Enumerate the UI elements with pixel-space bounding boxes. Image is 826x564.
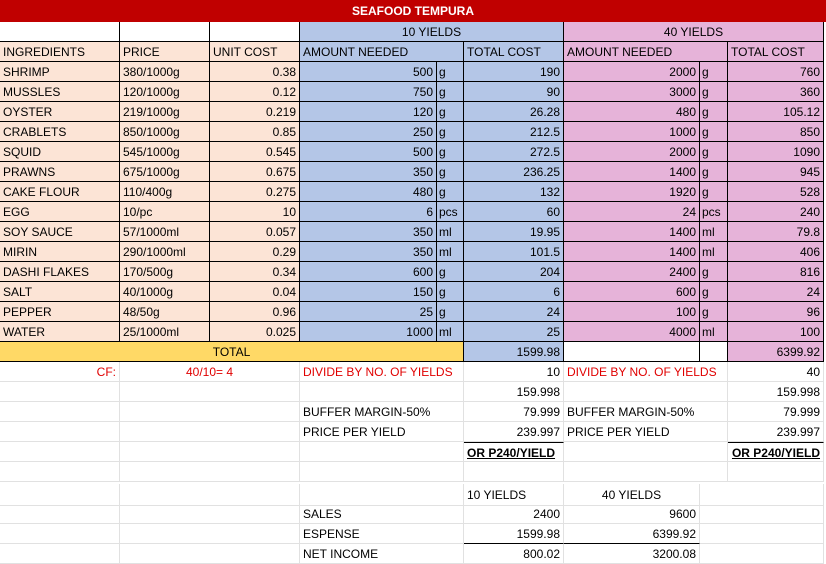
expense-label[interactable]: ESPENSE — [300, 524, 464, 544]
cell[interactable] — [120, 524, 300, 544]
ingredient-price[interactable]: 57/1000ml — [120, 222, 210, 242]
total-cost-10[interactable]: 272.5 — [464, 142, 564, 162]
cell[interactable] — [564, 442, 728, 462]
ingredient-name[interactable]: CAKE FLOUR — [0, 182, 120, 202]
total-cost-40[interactable]: 945 — [728, 162, 824, 182]
amount-40[interactable]: 2000 — [564, 142, 700, 162]
net-income-40[interactable]: 3200.08 — [564, 544, 700, 564]
cell[interactable] — [700, 342, 728, 362]
ingredient-row — [0, 142, 826, 162]
total-cost-10[interactable]: 204 — [464, 262, 564, 282]
total-cost-10[interactable]: 101.5 — [464, 242, 564, 262]
spacer-row — [0, 462, 826, 482]
unit-40[interactable]: g — [700, 282, 728, 302]
ingredient-price[interactable]: 40/1000g — [120, 282, 210, 302]
total-cost-40[interactable]: 406 — [728, 242, 824, 262]
cell[interactable] — [120, 22, 210, 42]
divide-value-10[interactable]: 10 — [464, 362, 564, 382]
ingredient-price[interactable]: 545/1000g — [120, 142, 210, 162]
ingredient-price[interactable]: 850/1000g — [120, 122, 210, 142]
ingredient-name[interactable]: OYSTER — [0, 102, 120, 122]
buffer-value-40[interactable]: 79.999 — [728, 402, 824, 422]
total-cost-10[interactable]: 60 — [464, 202, 564, 222]
ingredient-unit-cost[interactable]: 0.057 — [210, 222, 300, 242]
total-cost-40[interactable]: 850 — [728, 122, 824, 142]
expense-10[interactable]: 1599.98 — [464, 524, 564, 544]
cell[interactable] — [300, 382, 464, 402]
per-yield-row — [0, 382, 826, 402]
amount-40[interactable]: 4000 — [564, 322, 700, 342]
expense-40[interactable]: 6399.92 — [564, 524, 700, 544]
unit-40[interactable]: ml — [700, 242, 728, 262]
total-cost-40[interactable]: 100 — [728, 322, 824, 342]
ingredient-row — [0, 222, 826, 242]
column-header-row — [0, 42, 826, 62]
ingredient-name[interactable]: DASHI FLAKES — [0, 262, 120, 282]
unit-10[interactable]: g — [437, 62, 464, 82]
total-cost-10[interactable]: 6 — [464, 282, 564, 302]
cell[interactable] — [564, 382, 728, 402]
total-cost-10[interactable]: 90 — [464, 82, 564, 102]
amount-40[interactable]: 1400 — [564, 162, 700, 182]
cell[interactable] — [120, 484, 300, 506]
ingredient-row — [0, 162, 826, 182]
amount-10[interactable]: 350 — [300, 162, 437, 182]
cell[interactable] — [728, 462, 824, 482]
header-unit-cost[interactable]: UNIT COST — [210, 42, 300, 62]
amount-40[interactable]: 100 — [564, 302, 700, 322]
per-yield-40[interactable]: 159.998 — [728, 382, 824, 402]
total-cost-10[interactable]: 26.28 — [464, 102, 564, 122]
cell[interactable] — [120, 504, 300, 524]
cell[interactable] — [564, 462, 728, 482]
total-cost-40[interactable]: 360 — [728, 82, 824, 102]
total-cost-40[interactable]: 760 — [728, 62, 824, 82]
divide-row — [0, 362, 826, 382]
ingredient-unit-cost[interactable]: 0.675 — [210, 162, 300, 182]
unit-40[interactable]: g — [700, 82, 728, 102]
ingredient-name[interactable]: SHRIMP — [0, 62, 120, 82]
cell[interactable] — [0, 462, 120, 482]
unit-40[interactable]: g — [700, 142, 728, 162]
ingredient-name[interactable]: PRAWNS — [0, 162, 120, 182]
ingredient-unit-cost[interactable]: 0.04 — [210, 282, 300, 302]
unit-10[interactable]: g — [437, 82, 464, 102]
sales-10[interactable]: 2400 — [464, 504, 564, 524]
ingredient-unit-cost[interactable]: 0.025 — [210, 322, 300, 342]
header-total-10[interactable]: TOTAL COST — [464, 42, 564, 62]
total-cost-40[interactable]: 240 — [728, 202, 824, 222]
ingredient-name[interactable]: PEPPER — [0, 302, 120, 322]
unit-10[interactable]: g — [437, 262, 464, 282]
ingredient-name[interactable]: SALT — [0, 282, 120, 302]
amount-10[interactable]: 120 — [300, 102, 437, 122]
cell[interactable] — [0, 22, 120, 42]
unit-10[interactable]: g — [437, 102, 464, 122]
unit-40[interactable]: ml — [700, 322, 728, 342]
unit-40[interactable]: ml — [700, 222, 728, 242]
cell[interactable] — [700, 504, 824, 524]
ingredient-unit-cost[interactable]: 0.96 — [210, 302, 300, 322]
ingredient-row — [0, 62, 826, 82]
sheet-title[interactable]: SEAFOOD TEMPURA — [0, 0, 826, 22]
cell[interactable] — [300, 442, 464, 462]
unit-40[interactable]: g — [700, 122, 728, 142]
price-per-yield-40[interactable]: 239.997 — [728, 422, 824, 442]
unit-10[interactable]: g — [437, 282, 464, 302]
cell[interactable] — [0, 544, 120, 564]
unit-40[interactable]: pcs — [700, 202, 728, 222]
unit-10[interactable]: ml — [437, 242, 464, 262]
cell[interactable] — [700, 544, 824, 564]
summary-header-40[interactable]: 40 YIELDS — [564, 484, 700, 506]
ingredient-name[interactable]: SOY SAUCE — [0, 222, 120, 242]
summary-header-10[interactable]: 10 YIELDS — [464, 484, 564, 506]
header-total-40[interactable]: TOTAL COST — [728, 42, 824, 62]
ingredient-name[interactable]: CRABLETS — [0, 122, 120, 142]
buffer-label-40[interactable]: BUFFER MARGIN-50% — [564, 402, 728, 422]
total-cost-40[interactable]: 96 — [728, 302, 824, 322]
sales-40[interactable]: 9600 — [564, 504, 700, 524]
total-cost-40[interactable]: 1090 — [728, 142, 824, 162]
total-cost-40[interactable]: 24 — [728, 282, 824, 302]
ingredient-unit-cost[interactable]: 0.29 — [210, 242, 300, 262]
amount-40[interactable]: 480 — [564, 102, 700, 122]
ingredient-unit-cost[interactable]: 0.545 — [210, 142, 300, 162]
divide-value-40[interactable]: 40 — [728, 362, 824, 382]
cell[interactable] — [120, 544, 300, 564]
cell[interactable] — [0, 382, 120, 402]
ingredient-price[interactable]: 25/1000ml — [120, 322, 210, 342]
header-ingredients[interactable]: INGREDIENTS — [0, 42, 120, 62]
cell[interactable] — [210, 22, 300, 42]
amount-10[interactable]: 500 — [300, 142, 437, 162]
total-cost-40[interactable]: 6399.92 — [728, 342, 824, 362]
ingredient-price[interactable]: 219/1000g — [120, 102, 210, 122]
summary-header-row — [0, 484, 826, 506]
total-label[interactable]: TOTAL — [0, 342, 464, 362]
total-cost-10[interactable]: 24 — [464, 302, 564, 322]
unit-40[interactable]: g — [700, 162, 728, 182]
cf-label[interactable]: CF: — [0, 362, 120, 382]
ingredient-row — [0, 202, 826, 222]
unit-10[interactable]: g — [437, 122, 464, 142]
expense-row — [0, 524, 826, 544]
total-cost-10[interactable]: 132 — [464, 182, 564, 202]
net-income-row — [0, 544, 826, 564]
ingredient-row — [0, 102, 826, 122]
total-row — [0, 342, 826, 362]
rounded-price-row — [0, 442, 826, 462]
ingredient-price[interactable]: 110/400g — [120, 182, 210, 202]
divide-label-40[interactable]: DIVIDE BY NO. OF YIELDS — [564, 362, 728, 382]
unit-40[interactable]: g — [700, 262, 728, 282]
net-income-label[interactable]: NET INCOME — [300, 544, 464, 564]
ingredient-unit-cost[interactable]: 0.12 — [210, 82, 300, 102]
per-yield-10[interactable]: 159.998 — [464, 382, 564, 402]
ingredient-unit-cost[interactable]: 0.275 — [210, 182, 300, 202]
ingredient-row — [0, 242, 826, 262]
price-per-yield-label-10[interactable]: PRICE PER YIELD — [300, 422, 464, 442]
sales-label[interactable]: SALES — [300, 504, 464, 524]
cell[interactable] — [120, 442, 300, 462]
amount-40[interactable]: 2400 — [564, 262, 700, 282]
unit-10[interactable]: pcs — [437, 202, 464, 222]
total-cost-40[interactable]: 528 — [728, 182, 824, 202]
divide-label-10[interactable]: DIVIDE BY NO. OF YIELDS — [300, 362, 464, 382]
unit-10[interactable]: ml — [437, 322, 464, 342]
unit-40[interactable]: g — [700, 182, 728, 202]
buffer-label-10[interactable]: BUFFER MARGIN-50% — [300, 402, 464, 422]
ingredient-row — [0, 322, 826, 342]
amount-40[interactable]: 1400 — [564, 222, 700, 242]
amount-10[interactable]: 750 — [300, 82, 437, 102]
ingredient-price[interactable]: 48/50g — [120, 302, 210, 322]
ingredient-price[interactable]: 170/500g — [120, 262, 210, 282]
cell[interactable] — [464, 462, 564, 482]
amount-10[interactable]: 480 — [300, 182, 437, 202]
ingredient-unit-cost[interactable]: 0.85 — [210, 122, 300, 142]
ingredient-name[interactable]: SQUID — [0, 142, 120, 162]
ingredient-row — [0, 262, 826, 282]
rounded-price-40[interactable]: OR P240/YIELD — [728, 442, 824, 462]
ingredient-row — [0, 122, 826, 142]
header-amount-40[interactable]: AMOUNT NEEDED — [564, 42, 728, 62]
amount-40[interactable]: 1920 — [564, 182, 700, 202]
unit-10[interactable]: g — [437, 182, 464, 202]
sales-row — [0, 504, 826, 524]
ingredient-price[interactable]: 380/1000g — [120, 62, 210, 82]
price-per-yield-row — [0, 422, 826, 442]
cell[interactable] — [0, 484, 120, 506]
header-price[interactable]: PRICE — [120, 42, 210, 62]
ingredient-unit-cost[interactable]: 0.34 — [210, 262, 300, 282]
total-cost-40[interactable]: 816 — [728, 262, 824, 282]
ingredient-name[interactable]: MIRIN — [0, 242, 120, 262]
ingredient-price[interactable]: 10/pc — [120, 202, 210, 222]
cell[interactable] — [0, 442, 120, 462]
amount-40[interactable]: 1400 — [564, 242, 700, 262]
cell[interactable] — [300, 484, 464, 506]
unit-10[interactable]: g — [437, 142, 464, 162]
cell[interactable] — [0, 422, 120, 442]
cell[interactable] — [700, 484, 824, 506]
amount-40[interactable]: 600 — [564, 282, 700, 302]
cf-formula[interactable]: 40/10= 4 — [120, 362, 300, 382]
amount-10[interactable]: 500 — [300, 62, 437, 82]
ingredient-unit-cost[interactable]: 10 — [210, 202, 300, 222]
amount-10[interactable]: 150 — [300, 282, 437, 302]
cell[interactable] — [300, 462, 464, 482]
unit-10[interactable]: g — [437, 302, 464, 322]
cell[interactable] — [120, 422, 300, 442]
ingredient-unit-cost[interactable]: 0.38 — [210, 62, 300, 82]
ingredient-row — [0, 282, 826, 302]
cell[interactable] — [120, 382, 300, 402]
amount-40[interactable]: 1000 — [564, 122, 700, 142]
yield-header-10[interactable]: 10 YIELDS — [300, 22, 564, 42]
amount-10[interactable]: 350 — [300, 242, 437, 262]
amount-10[interactable]: 350 — [300, 222, 437, 242]
rounded-price-10[interactable]: OR P240/YIELD — [464, 442, 564, 462]
total-cost-40[interactable]: 105.12 — [728, 102, 824, 122]
ingredient-name[interactable]: EGG — [0, 202, 120, 222]
ingredient-price[interactable]: 120/1000g — [120, 82, 210, 102]
ingredient-row — [0, 82, 826, 102]
yield-header-40[interactable]: 40 YIELDS — [564, 22, 824, 42]
amount-40[interactable]: 2000 — [564, 62, 700, 82]
cell[interactable] — [0, 504, 120, 524]
total-cost-10[interactable]: 236.25 — [464, 162, 564, 182]
unit-10[interactable]: ml — [437, 222, 464, 242]
cell[interactable] — [0, 402, 120, 422]
cell[interactable] — [120, 402, 300, 422]
net-income-10[interactable]: 800.02 — [464, 544, 564, 564]
unit-10[interactable]: g — [437, 162, 464, 182]
cell[interactable] — [0, 524, 120, 544]
buffer-row — [0, 402, 826, 422]
total-cost-40[interactable]: 79.8 — [728, 222, 824, 242]
total-cost-10[interactable]: 1599.98 — [464, 342, 564, 362]
ingredient-name[interactable]: MUSSLES — [0, 82, 120, 102]
amount-10[interactable]: 250 — [300, 122, 437, 142]
price-per-yield-label-40[interactable]: PRICE PER YIELD — [564, 422, 728, 442]
header-amount-10[interactable]: AMOUNT NEEDED — [300, 42, 464, 62]
amount-10[interactable]: 600 — [300, 262, 437, 282]
unit-40[interactable]: g — [700, 102, 728, 122]
amount-40[interactable]: 24 — [564, 202, 700, 222]
ingredient-name[interactable]: WATER — [0, 322, 120, 342]
ingredient-unit-cost[interactable]: 0.219 — [210, 102, 300, 122]
total-cost-10[interactable]: 25 — [464, 322, 564, 342]
amount-10[interactable]: 25 — [300, 302, 437, 322]
total-cost-10[interactable]: 212.5 — [464, 122, 564, 142]
cell[interactable] — [700, 524, 824, 544]
cell[interactable] — [564, 342, 700, 362]
price-per-yield-10[interactable]: 239.997 — [464, 422, 564, 442]
cell[interactable] — [120, 462, 300, 482]
ingredient-row — [0, 302, 826, 322]
ingredient-row — [0, 182, 826, 202]
amount-10[interactable]: 1000 — [300, 322, 437, 342]
total-cost-10[interactable]: 19.95 — [464, 222, 564, 242]
unit-40[interactable]: g — [700, 62, 728, 82]
unit-40[interactable]: g — [700, 302, 728, 322]
total-cost-10[interactable]: 190 — [464, 62, 564, 82]
amount-10[interactable]: 6 — [300, 202, 437, 222]
amount-40[interactable]: 3000 — [564, 82, 700, 102]
ingredient-price[interactable]: 675/1000g — [120, 162, 210, 182]
buffer-value-10[interactable]: 79.999 — [464, 402, 564, 422]
yield-header-row — [0, 22, 826, 42]
ingredient-price[interactable]: 290/1000ml — [120, 242, 210, 262]
